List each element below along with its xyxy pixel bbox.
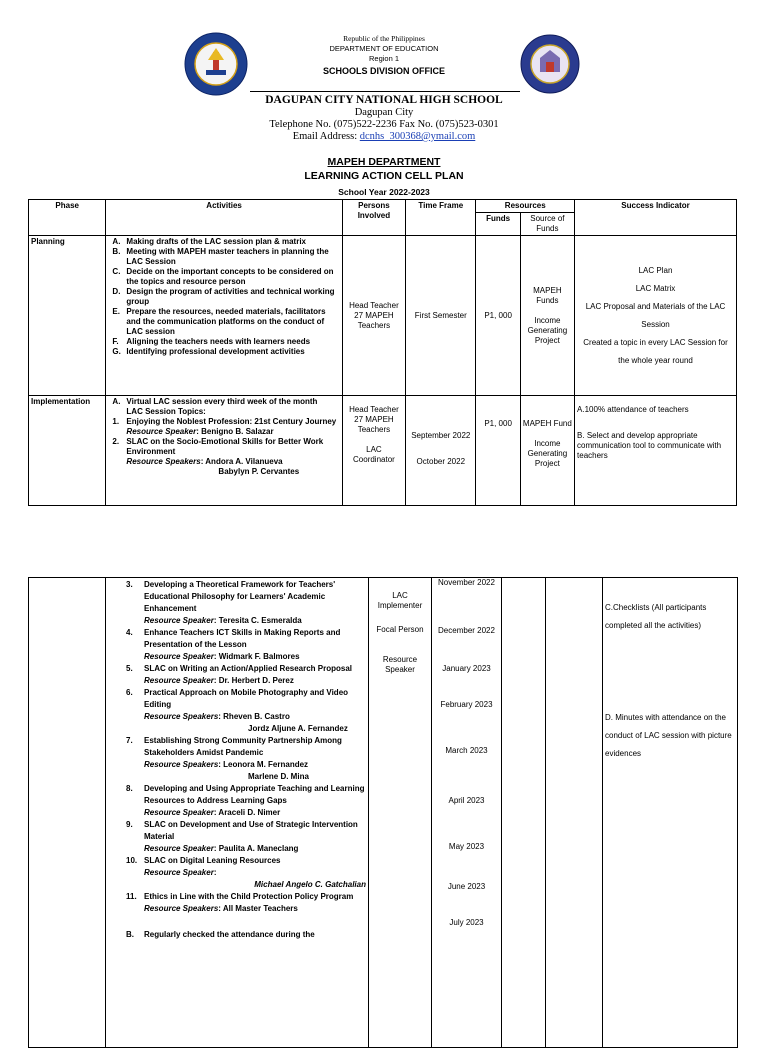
source-line: Income Generating Project	[527, 315, 568, 345]
speaker-line: Resource Speaker:	[144, 868, 217, 877]
col-timeframe: Time Frame	[406, 200, 476, 236]
email-label: Email Address:	[292, 131, 360, 142]
speaker-line: Babylyn P. Cervantes	[218, 467, 300, 476]
speaker-line: Resource Speakers: Leonora M. Fernandez	[144, 760, 309, 769]
speaker-line: Marlene D. Mina	[248, 772, 309, 781]
department-title: MAPEH DEPARTMENT	[327, 156, 441, 168]
success-line: C.Checklists (All participants completed all the activities)	[605, 603, 707, 630]
speaker-line: Resource Speakers: Andora A. Vilanueva	[126, 457, 283, 466]
implementation-success	[575, 396, 737, 506]
speaker-line: Resource Speaker: Widmark F. Balmores	[144, 652, 300, 661]
speaker-line: Resource Speakers: Rheven B. Castro	[144, 712, 290, 721]
list-item: 11. Ethics in Line with the Child Protection Policy Program	[126, 892, 354, 901]
list-item: F. Aligning the teachers needs with learners needs	[112, 337, 311, 346]
list-item: 4. Enhance Teachers ICT Skills in Making Reports and Presentation of the Lesson	[126, 628, 341, 649]
plan-title: LEARNING ACTION CELL PLAN	[304, 170, 464, 182]
speaker-line: Resource Speaker: Teresita C. Esmeralda	[144, 616, 302, 625]
list-item: 6. Practical Approach on Mobile Photography and Video Editing	[126, 688, 349, 709]
speaker-line: Resource Speaker: Dr. Herbert D. Perez	[144, 676, 294, 685]
lac-plan-table-continued	[28, 577, 738, 1048]
list-item: B. Meeting with MAPEH master teachers in planning the LAC Session	[112, 247, 329, 266]
success-line: B. Select and develop appropriate communication tool to communicate with teachers	[577, 431, 722, 460]
time-item: July 2023	[449, 918, 484, 927]
school-name: DAGUPAN CITY NATIONAL HIGH SCHOOL	[265, 94, 503, 106]
phase-planning: Planning	[29, 236, 106, 396]
list-item: D. Design the program of activities and technical working group	[112, 287, 335, 306]
planning-source	[520, 236, 574, 396]
continued-timeframe	[432, 578, 502, 1048]
school-city: Dagupan City	[354, 107, 414, 118]
email-line	[0, 131, 768, 142]
col-source: Source of Funds	[520, 213, 574, 236]
department-text: DEPARTMENT OF EDUCATION	[329, 44, 439, 53]
planning-timeframe: First Semester	[406, 236, 476, 396]
success-line: D. Minutes with attendance on the conduct of LAC session with picture evidences	[605, 713, 732, 758]
table-row-implementation	[29, 396, 737, 506]
school-year: School Year 2022-2023	[338, 187, 430, 197]
list-item: C. Decide on the important concepts to be considered on the topics and resource person	[112, 267, 334, 286]
time-item: April 2023	[448, 796, 485, 805]
implementation-timeframe: September 2022 October 2022	[406, 396, 476, 506]
list-item: 1. Enjoying the Noblest Profession: 21st Century Journey	[112, 417, 337, 426]
implementation-source: MAPEH Fund Income Generating Project	[520, 396, 574, 506]
success-line: LAC Matrix	[635, 283, 676, 293]
region-text: Region 1	[368, 54, 400, 63]
telephone-text: Telephone No. (075)522-2236 Fax No. (075)523-0301	[269, 119, 499, 130]
list-item: 8. Developing and Using Appropriate Teaching and Learning Resources to Address Learning Gaps	[126, 784, 365, 805]
time-item: January 2023	[442, 664, 491, 673]
time-item: February 2023	[440, 700, 493, 709]
list-item: 3. Developing a Theoretical Framework for Teachers' Educational Philosophy for Learners' Academic Enhancement	[126, 580, 336, 613]
time-item: December 2022	[438, 626, 495, 635]
table-header-row	[29, 200, 737, 213]
planning-success	[575, 236, 737, 396]
list-item: 9. SLAC on Development and Use of Strategic Intervention Material	[126, 820, 358, 841]
list-item: B. Regularly checked the attendance during the	[126, 930, 315, 939]
table-row-planning	[29, 236, 737, 396]
planning-persons: Head Teacher 27 MAPEH Teachers	[342, 236, 405, 396]
continued-persons: LAC Implementer Focal Person Resource Speaker	[369, 578, 432, 1048]
col-persons: Persons Involved	[342, 200, 405, 236]
speaker-line: Michael Angelo C. Gatchalian	[254, 880, 366, 889]
division-text: SCHOOLS DIVISION OFFICE	[322, 66, 445, 76]
time-item: November 2022	[438, 578, 495, 587]
success-line: LAC Proposal and Materials of the LAC Session	[585, 301, 726, 329]
republic-text: Republic of the Philippines	[343, 34, 425, 43]
col-activities: Activities	[106, 200, 342, 236]
col-funds: Funds	[476, 213, 520, 236]
success-line: Created a topic in every LAC Session for the whole year round	[583, 337, 728, 365]
lac-plan-table	[28, 199, 737, 506]
phase-empty	[29, 578, 106, 1048]
topics-label: LAC Session Topics:	[126, 407, 206, 416]
success-line: LAC Plan	[638, 265, 673, 275]
success-line: A.100% attendance of teachers	[577, 405, 689, 414]
speaker-line: Resource Speaker: Araceli D. Nimer	[144, 808, 281, 817]
list-item: A. Virtual LAC session every third week of the month	[112, 397, 318, 406]
phase-implementation: Implementation	[29, 396, 106, 506]
speaker-line: Resource Speaker: Benigno B. Salazar	[126, 427, 274, 436]
list-item: A. Making drafts of the LAC session plan & matrix	[112, 237, 307, 246]
email-link[interactable]: dcnhs_300368@ymail.com	[359, 131, 476, 142]
col-resources: Resources	[476, 200, 575, 213]
speaker-line: Jordz Aljune A. Fernandez	[248, 724, 348, 733]
implementation-funds: P1, 000	[476, 396, 520, 506]
list-item: 2. SLAC on the Socio-Emotional Skills for Better Work Environment	[112, 437, 324, 456]
header-divider	[250, 91, 520, 92]
col-success: Success Indicator	[575, 200, 737, 236]
list-item: 5. SLAC on Writing an Action/Applied Research Proposal	[126, 664, 353, 673]
speaker-line: Resource Speakers: All Master Teachers	[144, 904, 298, 913]
time-item: June 2023	[447, 882, 486, 891]
list-item: G. Identifying professional development activities	[112, 347, 305, 356]
planning-activities	[106, 236, 342, 396]
source-line: MAPEH Funds	[533, 285, 562, 305]
time-item: May 2023	[448, 842, 485, 851]
col-phase: Phase	[29, 200, 106, 236]
table-row-continued	[29, 578, 738, 1048]
list-item: 10. SLAC on Digital Leaning Resources	[126, 856, 281, 865]
list-item: 7. Establishing Strong Community Partnership Among Stakeholders Amidst Pandemic	[126, 736, 342, 757]
list-item: E. Prepare the resources, needed materials, facilitators and the communication platforms on the conduct of LAC session	[112, 307, 326, 336]
planning-funds: P1, 000	[476, 236, 520, 396]
implementation-persons: Head Teacher 27 MAPEH Teachers LAC Coordinator	[342, 396, 405, 506]
time-item: March 2023	[445, 746, 488, 755]
continued-success	[603, 578, 738, 1048]
continued-source	[546, 578, 603, 1048]
speaker-line: Resource Speaker: Paulita A. Maneclang	[144, 844, 299, 853]
continued-funds	[502, 578, 546, 1048]
continued-activities	[106, 578, 369, 1048]
implementation-activities	[106, 396, 342, 506]
